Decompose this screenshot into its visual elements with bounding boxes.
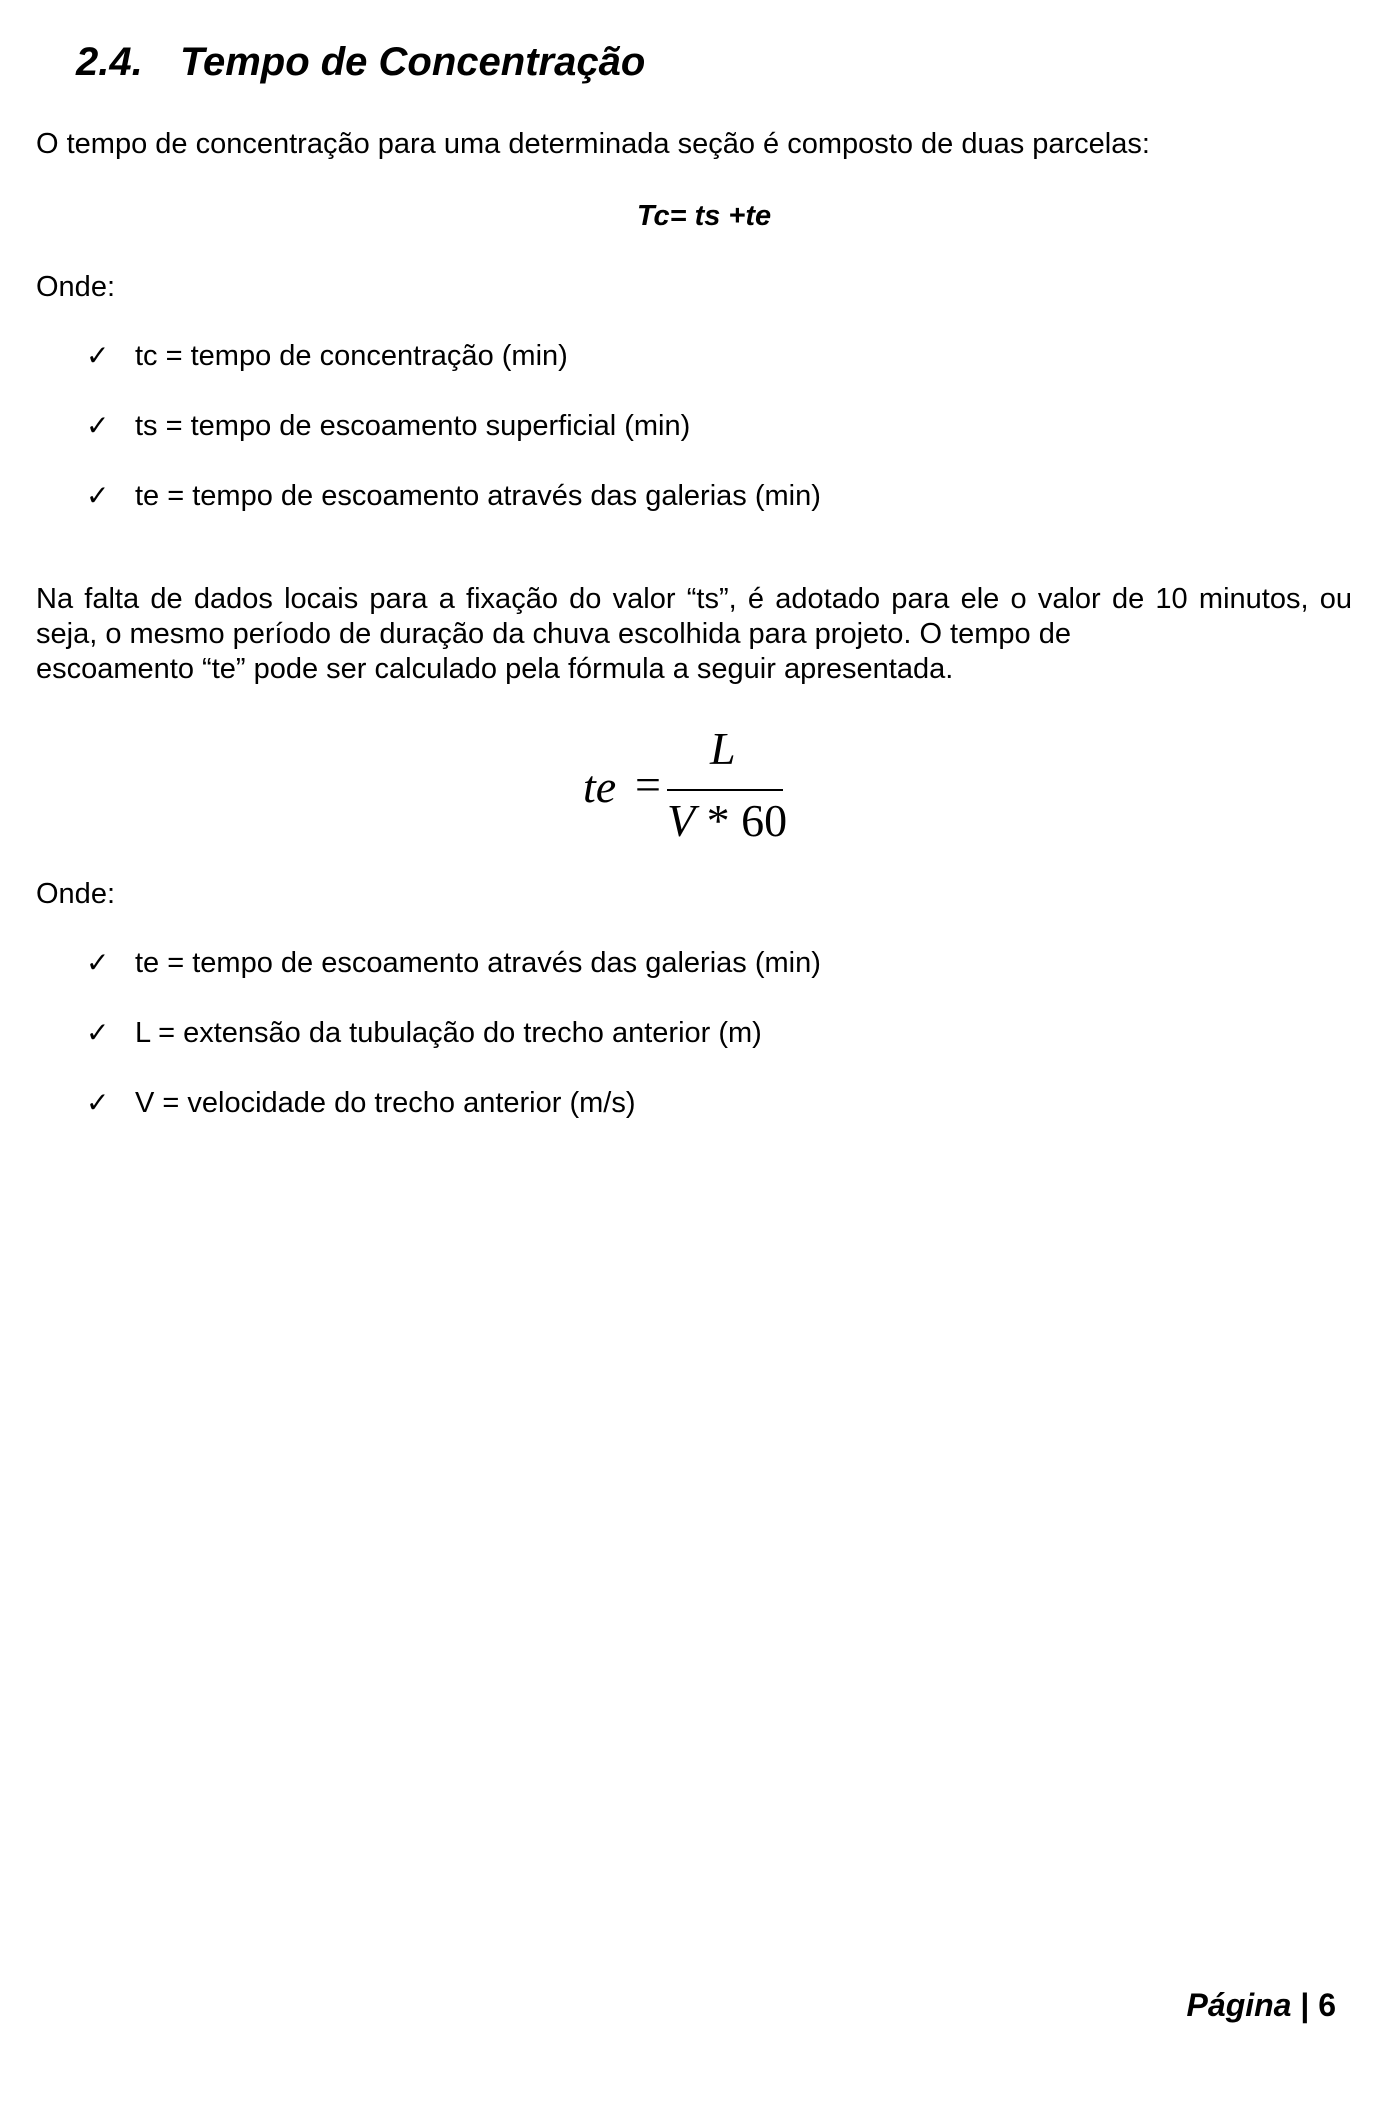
page-footer <box>1187 1987 1336 2024</box>
list-item-text: te = tempo de escoamento através das galerias (min) <box>135 480 821 512</box>
page-separator: | <box>1291 1987 1319 2023</box>
page-number: 6 <box>1318 1987 1336 2023</box>
section-heading <box>76 40 645 85</box>
checkmark-icon: ✓ <box>86 946 110 979</box>
list-item-text: te = tempo de escoamento através das galerias (min) <box>135 947 821 979</box>
list-item-text: ts = tempo de escoamento superficial (min) <box>135 410 691 442</box>
onde-label-2: Onde: <box>36 878 115 910</box>
te-formula <box>583 723 793 848</box>
formula-lhs: te <box>583 761 617 812</box>
list-item-text: V = velocidade do trecho anterior (m/s) <box>135 1087 636 1119</box>
denominator-number: 60 <box>741 795 788 846</box>
checkmark-icon: ✓ <box>86 339 110 372</box>
ts-explanation-paragraph <box>36 582 1352 687</box>
checkmark-icon: ✓ <box>86 409 110 442</box>
denominator-operator: * <box>695 795 742 846</box>
onde-label-1: Onde: <box>36 271 115 303</box>
page-label: Página <box>1186 1987 1292 2023</box>
paragraph-body: Na falta de dados locais para a fixação do valor “ts”, é adotado para ele o valor de 10 minutos, ou seja, o mesmo período de duração da chuva escolhida para projeto. O tempo de <box>36 583 1352 650</box>
intro-paragraph: O tempo de concentração para uma determinada seção é composto de duas parcelas: <box>36 128 1150 160</box>
denominator-variable: V <box>667 795 696 846</box>
formula-equals: = <box>635 759 661 810</box>
concentration-time-equation: Tc= ts +te <box>636 200 772 232</box>
checkmark-icon: ✓ <box>86 1016 110 1049</box>
paragraph-last-line: escoamento “te” pode ser calculado pela fórmula a seguir apresentada. <box>36 653 954 685</box>
formula-denominator <box>667 794 787 847</box>
checkmark-icon: ✓ <box>86 1086 110 1119</box>
checkmark-icon: ✓ <box>86 479 110 512</box>
formula-numerator: L <box>710 723 736 774</box>
section-number: 2.4. <box>76 40 143 84</box>
fraction-bar <box>667 789 783 791</box>
list-item-text: L = extensão da tubulação do trecho anterior (m) <box>135 1017 762 1049</box>
list-item-text: tc = tempo de concentração (min) <box>135 340 568 372</box>
section-title: Tempo de Concentração <box>180 40 646 84</box>
